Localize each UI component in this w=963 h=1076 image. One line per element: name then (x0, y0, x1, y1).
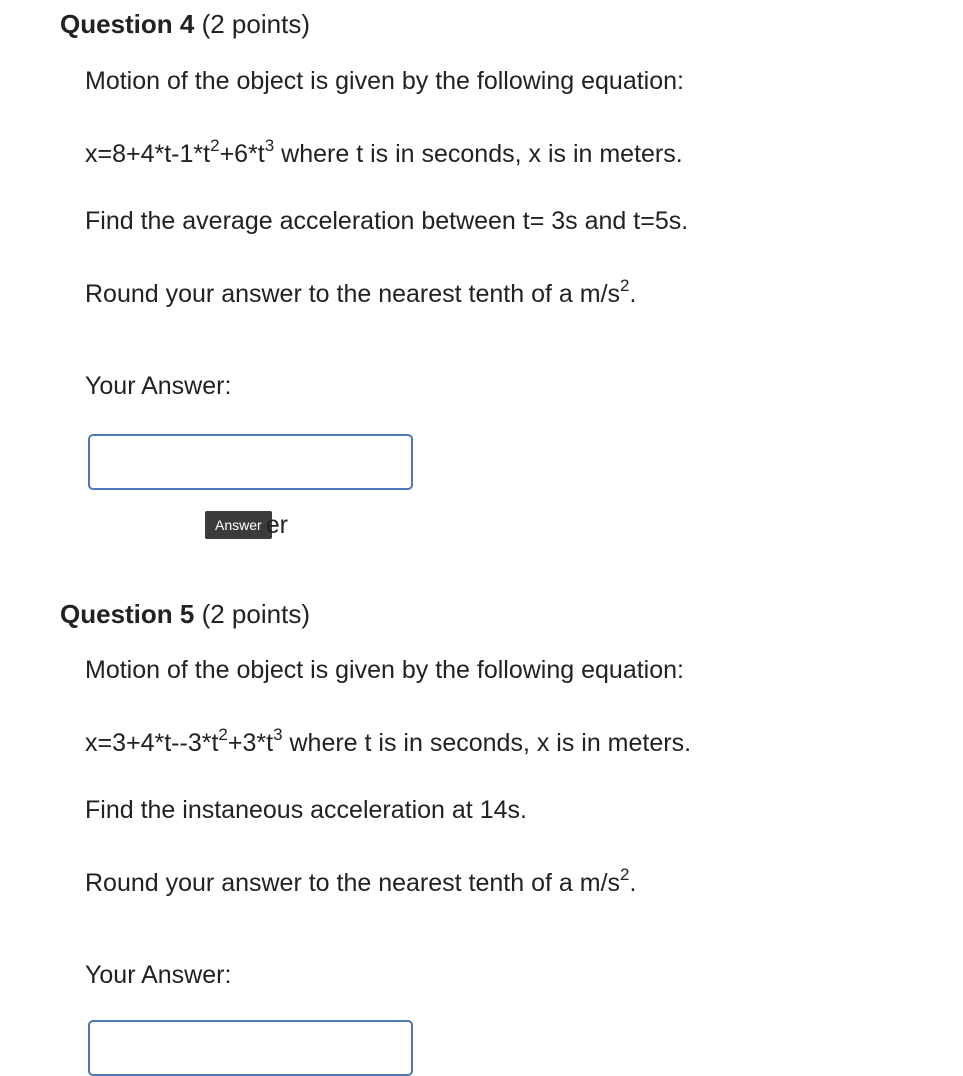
rounding-text: Round your answer to the nearest tenth of a m/s (85, 280, 621, 308)
answer-tooltip-area (205, 509, 288, 541)
rounding-end: . (629, 869, 637, 897)
exponent-2: 2 (218, 724, 228, 744)
equation-part-a: x=3+4*t--3*t (85, 729, 219, 757)
unit-exponent: 2 (620, 275, 630, 295)
exponent-3: 3 (264, 135, 275, 155)
question-title (60, 8, 310, 40)
question-intro: Motion of the object is given by the following equation: (85, 656, 684, 684)
unit-exponent: 2 (620, 864, 630, 884)
question-points: (2 points) (201, 599, 310, 629)
question-points: (2 points) (201, 9, 310, 39)
rounding-instruction (85, 864, 637, 899)
obscured-text: er (265, 511, 288, 539)
exponent-3: 3 (273, 724, 283, 744)
answer-input[interactable] (88, 434, 413, 490)
answer-tooltip: Answer (205, 511, 272, 539)
equation-part-c: where t is in seconds, x is in meters. (282, 729, 692, 757)
rounding-instruction (85, 275, 637, 310)
question-number: Question 4 (60, 9, 195, 39)
equation-part-b: +6*t (219, 140, 265, 168)
equation-part-a: x=8+4*t-1*t (85, 140, 211, 168)
question-prompt: Find the average acceleration between t= 3s and t=5s. (85, 207, 689, 235)
motion-equation (85, 724, 692, 759)
answer-label: Your Answer: (85, 961, 232, 989)
motion-equation (85, 135, 683, 170)
question-number: Question 5 (60, 599, 195, 629)
exponent-2: 2 (210, 135, 220, 155)
rounding-end: . (629, 280, 637, 308)
answer-label: Your Answer: (85, 372, 232, 400)
question-title (60, 598, 310, 630)
equation-part-c: where t is in seconds, x is in meters. (274, 140, 683, 168)
answer-input[interactable] (88, 1020, 413, 1076)
equation-part-b: +3*t (227, 729, 274, 757)
question-intro: Motion of the object is given by the following equation: (85, 67, 684, 95)
question-prompt: Find the instaneous acceleration at 14s. (85, 796, 527, 824)
rounding-text: Round your answer to the nearest tenth of a m/s (85, 869, 621, 897)
